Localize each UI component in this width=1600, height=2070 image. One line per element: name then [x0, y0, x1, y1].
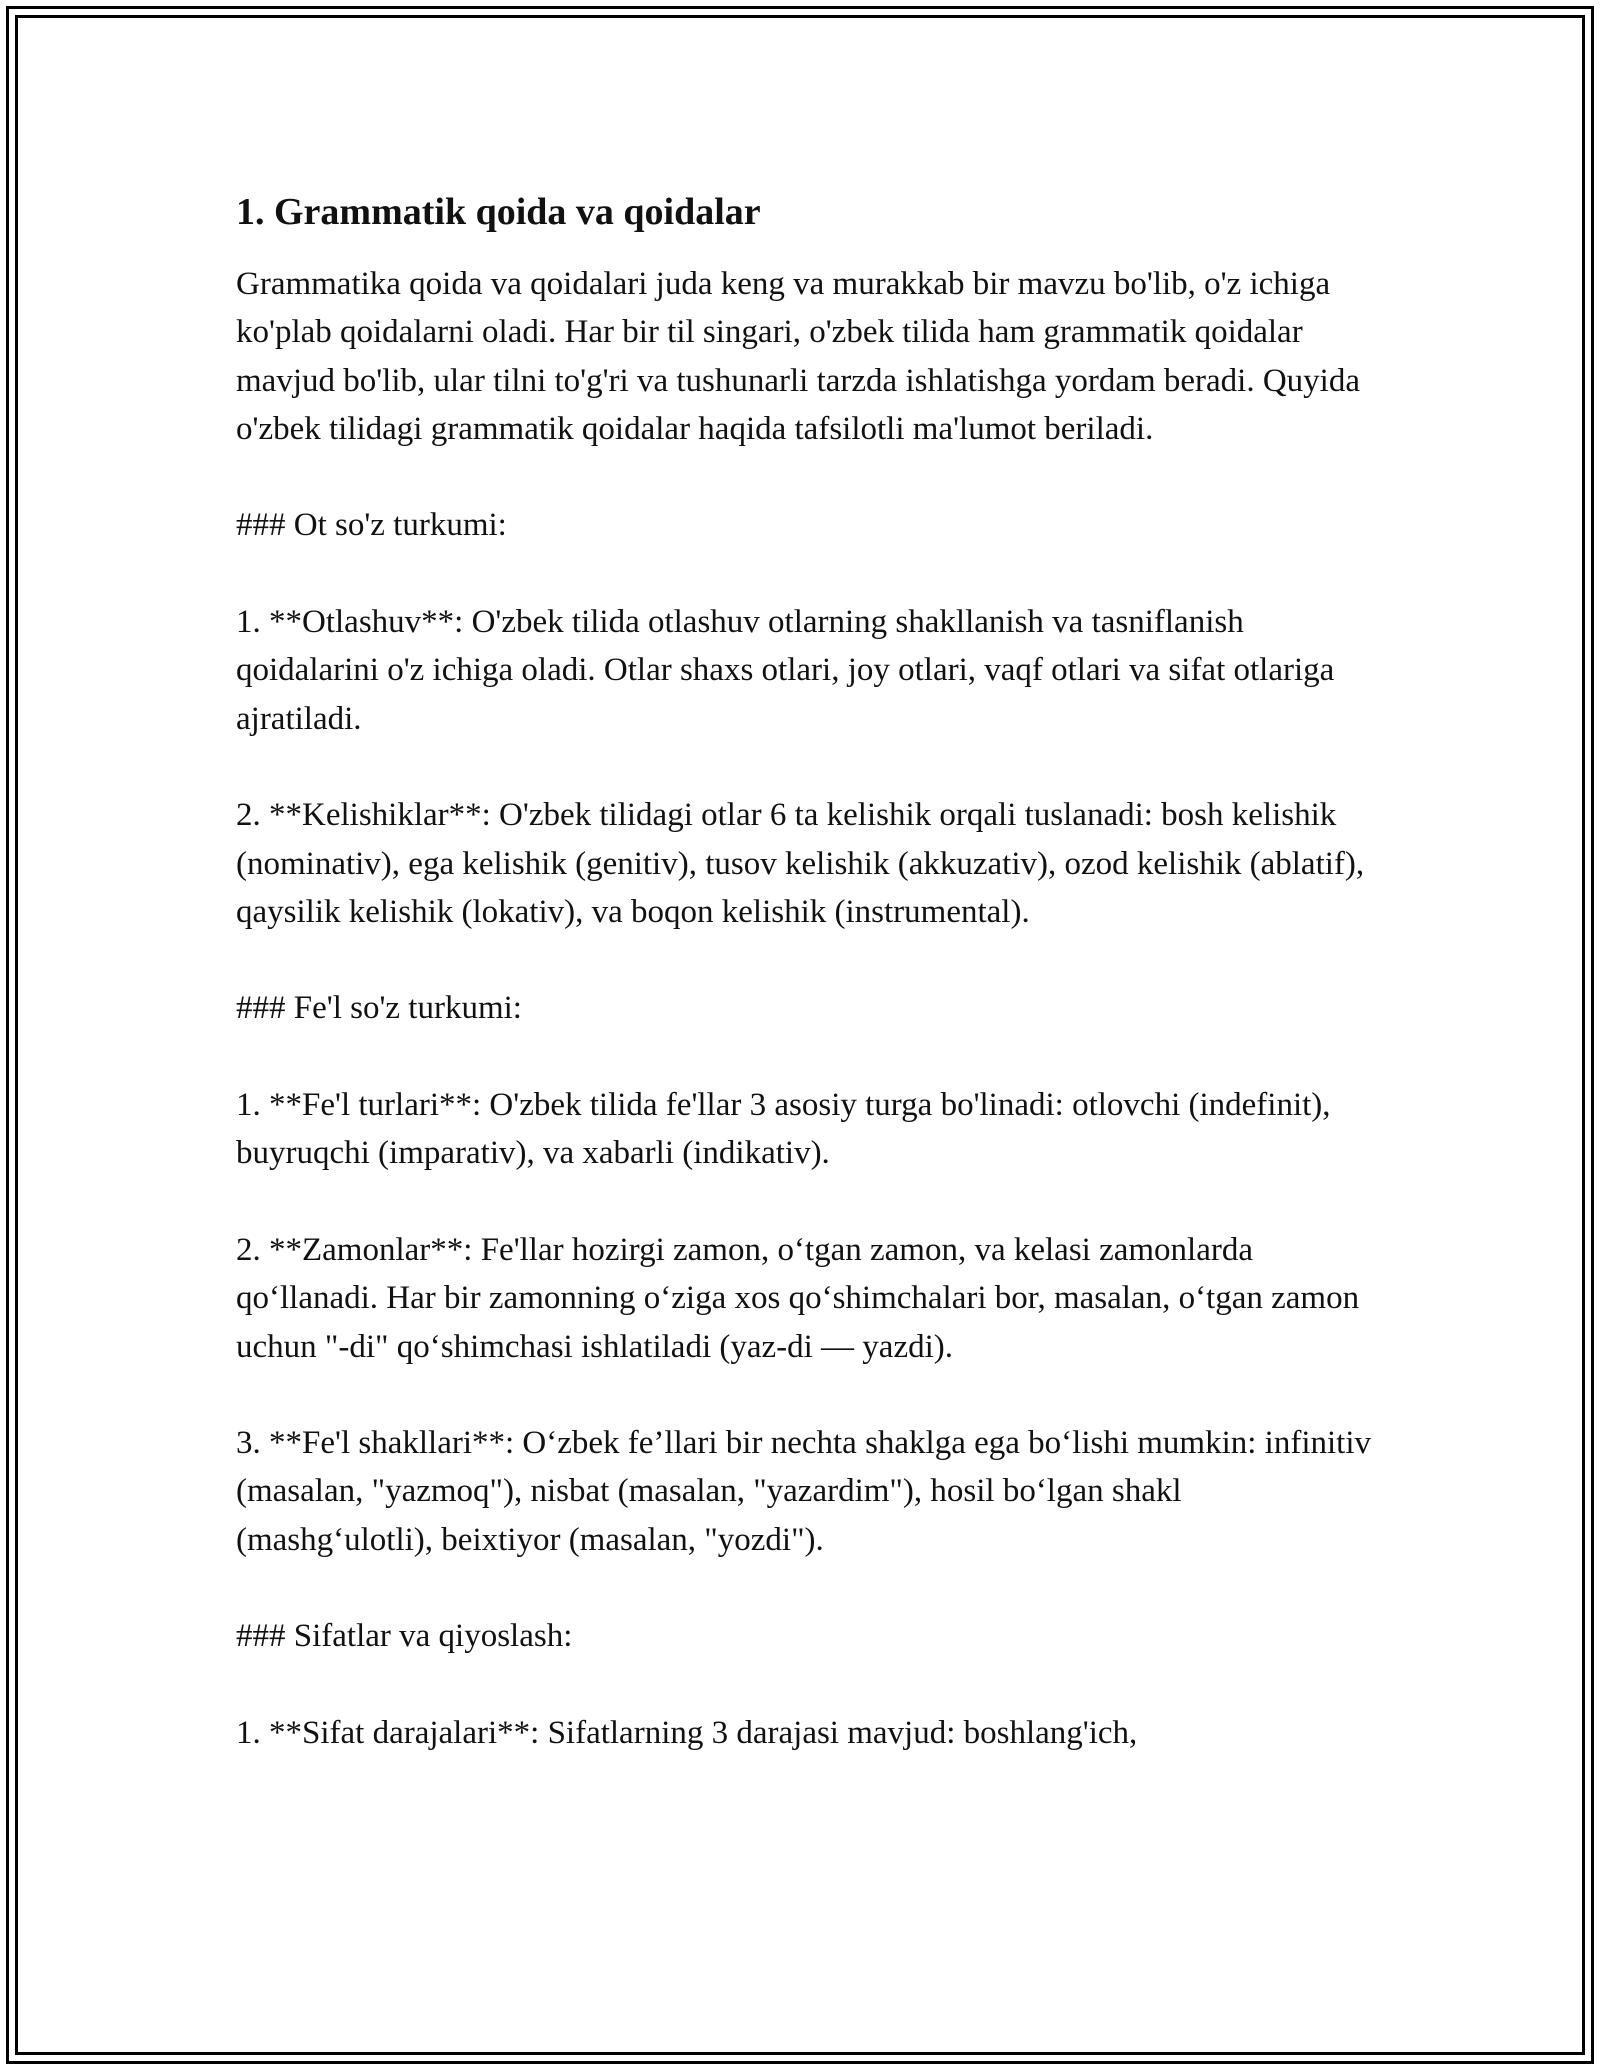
document-body: [236, 188, 1380, 1806]
list-item-sifat-darajalari: 1. **Sifat darajalari**: Sifatlarning 3 darajasi mavjud: boshlang'ich,: [236, 1714, 1138, 1751]
list-item-kelishiklar: 2. **Kelishiklar**: O'zbek tilidagi otlar 6 ta kelishik orqali tuslanadi: bosh kelishik (nominativ), ega kelishik (genitiv), tusov kelishik (akkuzativ), ozod kelishik (ablatif), qaysilik kelishik (lokativ), va boqon kelishik (instrumental).: [236, 797, 1373, 930]
section-heading-fel: ### Fe'l so'z turkumi:: [236, 990, 522, 1027]
list-item-zamonlar: 2. **Zamonlar**: Fe'llar hozirgi zamon, o‘tgan zamon, va kelasi zamonlarda qo‘llanadi. Har bir zamonning o‘ziga xos qo‘shimchalari bor, masalan, o‘tgan zamon uchun "-di" qo‘shimchasi ishlatiladi (yaz-di — yazdi).: [236, 1231, 1368, 1365]
intro-paragraph: Grammatika qoida va qoidalari juda keng va murakkab bir mavzu bo'lib, o'z ichiga ko'plab qoidalarni oladi. Har bir til singari, o'zbek tilida ham grammatik qoidalar mavjud bo'lib, ular tilni to'g'ri va tushunarli tarzda ishlatishga yordam beradi. Quyida o'zbek tilidagi grammatik qoidalar haqida tafsilotli ma'lumot beriladi.: [236, 266, 1369, 447]
section-heading-sifatlar: ### Sifatlar va qiyoslash:: [236, 1618, 573, 1655]
section-heading-ot: ### Ot so'z turkumi:: [236, 507, 507, 544]
list-item-fel-shakllari: 3. **Fe'l shakllari**: O‘zbek fe’llari bir nechta shaklga ega bo‘lishi mumkin: infinitiv (masalan, "yazmoq"), nisbat (masalan, "yazardim"), hosil bo‘lgan shakl (mashg‘ulotli), beixtiyor (masalan, "yozdi").: [236, 1425, 1380, 1558]
list-item-otlashuv: 1. **Otlashuv**: O'zbek tilida otlashuv otlarning shakllanish va tasniflanish qoidalarini o'z ichiga oladi. Otlar shaxs otlari, joy otlari, vaqf otlari va sifat otlariga ajratiladi.: [236, 604, 1343, 737]
document-title: 1. Grammatik qoida va qoidalar: [236, 191, 761, 233]
list-item-fel-turlari: 1. **Fe'l turlari**: O'zbek tilida fe'llar 3 asosiy turga bo'linadi: otlovchi (indefinit), buyruqchi (imparativ), va xabarli (indikativ).: [236, 1087, 1339, 1172]
